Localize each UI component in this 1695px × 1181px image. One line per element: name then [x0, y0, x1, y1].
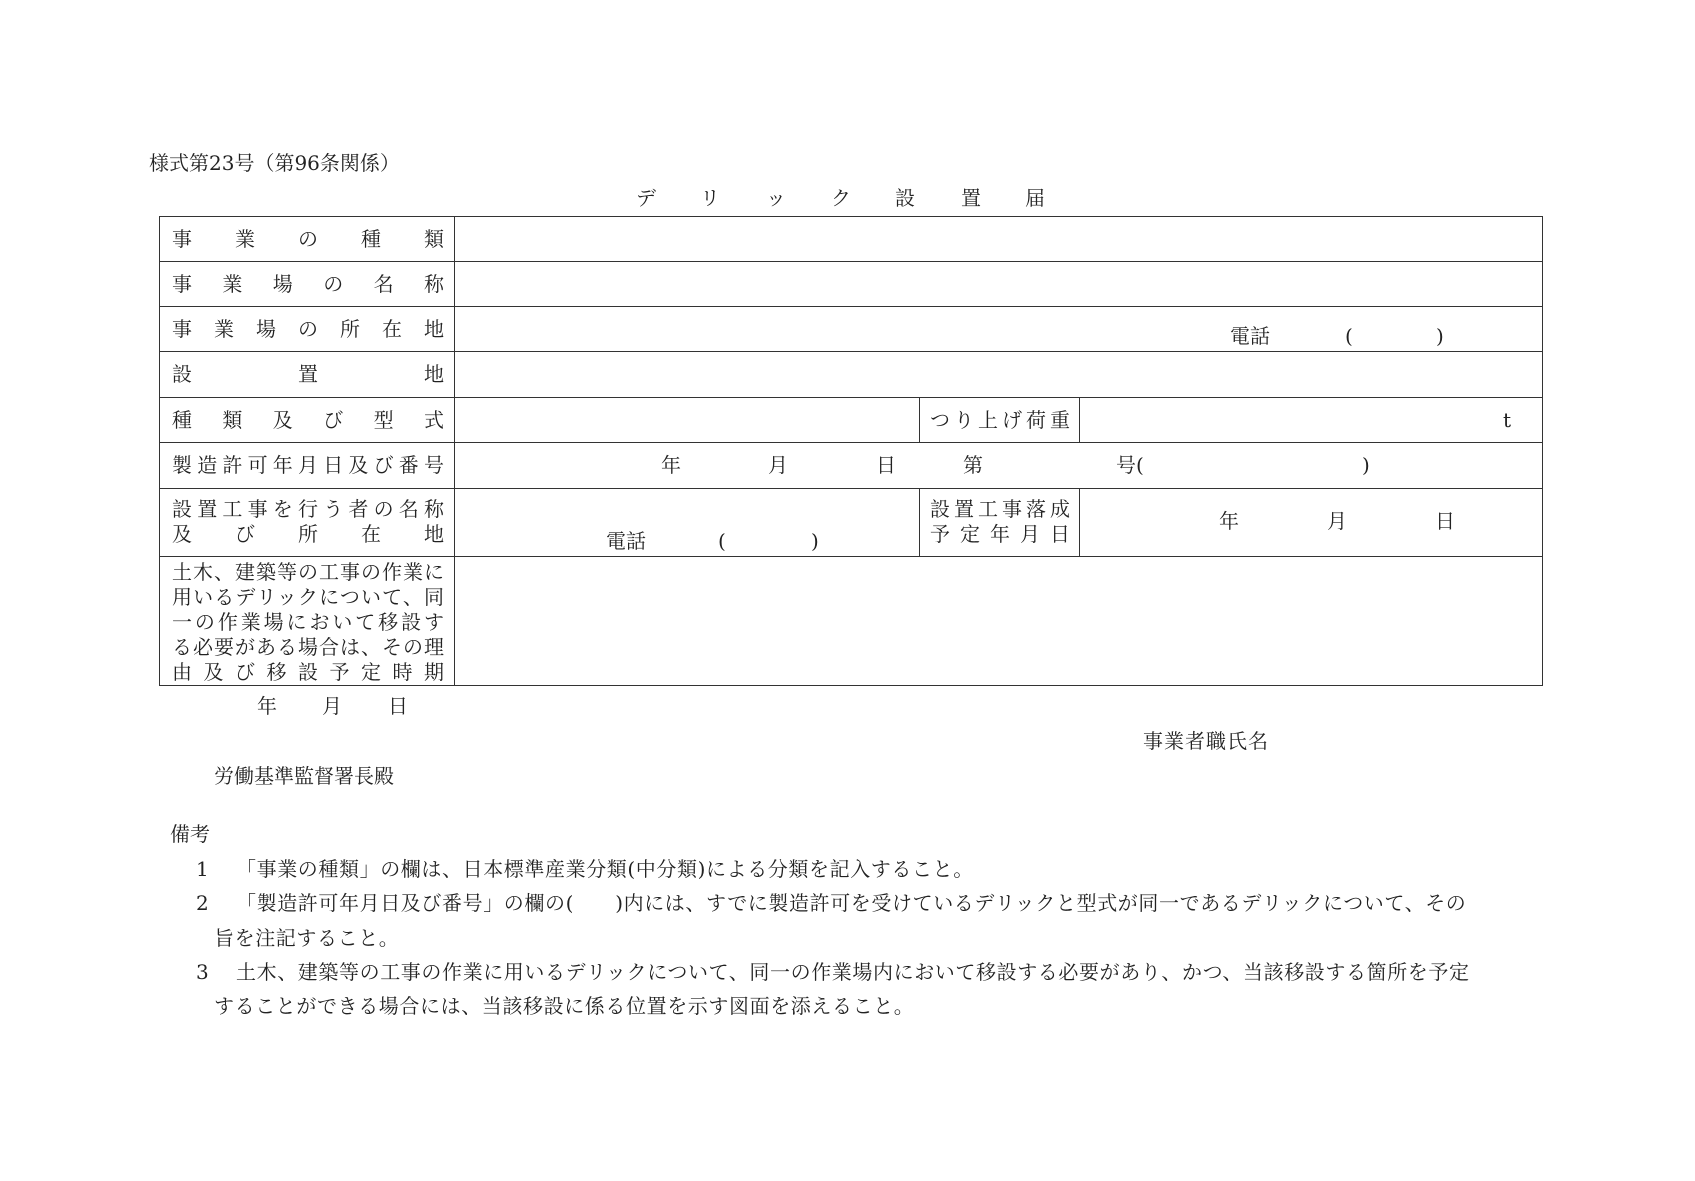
- label-install-location: 設置地: [172, 362, 444, 386]
- title-char: デ: [636, 186, 656, 210]
- label-site-name: 事業場の名称: [172, 272, 444, 296]
- form-number: 様式第23号（第96条関係）: [149, 151, 400, 175]
- label-installer: [172, 497, 444, 547]
- title-char: 届: [1025, 186, 1045, 210]
- permit-day: 日: [876, 453, 896, 477]
- permit-number-suffix: 号(: [1116, 453, 1144, 477]
- label-lifting-load: つり上げ荷重: [930, 408, 1070, 432]
- notes-title: 備考: [170, 822, 210, 846]
- row-divider: [160, 261, 1542, 262]
- signer-label: 事業者職氏名: [1143, 729, 1269, 753]
- label-column-divider: [454, 217, 455, 685]
- row-divider: [160, 306, 1542, 307]
- completion-month: 月: [1327, 509, 1347, 533]
- installer-phone-open: (: [718, 529, 726, 553]
- label-line: 予定年月日: [930, 522, 1070, 546]
- label-line: 一の作業場において移設す: [172, 610, 444, 634]
- submission-year: 年: [257, 694, 277, 718]
- note-text: 「事業の種類」の欄は、日本標準産業分類(中分類)による分類を記入すること。: [236, 857, 974, 881]
- label-line: 設置工事落成: [930, 497, 1070, 521]
- label-line: 土木、建築等の工事の作業に: [172, 560, 444, 584]
- row-divider: [160, 397, 1542, 398]
- completion-year: 年: [1219, 509, 1239, 533]
- title-char: 置: [961, 186, 981, 210]
- note-number: 1: [196, 857, 209, 881]
- label-line: 設置工事を行う者の名称: [172, 497, 444, 521]
- label-manufacture-permit: 製造許可年月日及び番号: [172, 453, 444, 477]
- label-completion-date: [930, 497, 1070, 547]
- row-divider: [160, 351, 1542, 352]
- label-type-model: 種類及び型式: [172, 408, 444, 432]
- label-site-address: 事業場の所在地: [172, 317, 444, 341]
- note-text: 旨を注記すること。: [214, 926, 400, 950]
- label-line: 用いるデリックについて、同: [172, 585, 444, 609]
- phone-label: 電話: [1230, 324, 1270, 348]
- note-number: 2: [196, 891, 209, 915]
- note-number: 3: [196, 960, 209, 984]
- submission-day: 日: [388, 694, 408, 718]
- label-relocation: [172, 560, 444, 685]
- title-char: リ: [700, 186, 720, 210]
- column-divider: [1079, 397, 1080, 442]
- lifting-load-unit: t: [1503, 408, 1512, 432]
- row-divider: [160, 556, 1542, 557]
- permit-year: 年: [661, 453, 681, 477]
- label-line: 由及び移設予定時期: [172, 660, 444, 684]
- permit-month: 月: [768, 453, 788, 477]
- completion-day: 日: [1435, 509, 1455, 533]
- permit-paren-close: ): [1362, 453, 1370, 477]
- title-char: ッ: [766, 186, 786, 210]
- row-divider: [160, 442, 1542, 443]
- column-divider: [919, 488, 920, 556]
- column-divider: [919, 397, 920, 442]
- installer-phone-close: ): [811, 529, 819, 553]
- phone-paren-close: ): [1436, 324, 1444, 348]
- column-divider: [1079, 488, 1080, 556]
- installer-phone-label: 電話: [606, 529, 646, 553]
- note-text: することができる場合には、当該移設に係る位置を示す図面を添えること。: [214, 994, 915, 1018]
- title-char: 設: [895, 186, 915, 210]
- label-line: る必要がある場合は、その理: [172, 635, 444, 659]
- permit-number-prefix: 第: [963, 453, 983, 477]
- form-table: [159, 216, 1543, 686]
- title-char: ク: [831, 186, 851, 210]
- label-line: 及び所在地: [172, 522, 444, 546]
- note-text: 「製造許可年月日及び番号」の欄の( )内には、すでに製造許可を受けているデリックと型式が同一であるデリックについて、その: [236, 891, 1467, 915]
- note-text: 土木、建築等の工事の作業に用いるデリックについて、同一の作業場内において移設する必要があり、かつ、当該移設する箇所を予定: [236, 960, 1470, 984]
- label-business-type: 事業の種類: [172, 227, 444, 251]
- phone-paren-open: (: [1345, 324, 1353, 348]
- submission-month: 月: [322, 694, 342, 718]
- row-divider: [160, 488, 1542, 489]
- addressee: 労働基準監督署長殿: [214, 764, 394, 788]
